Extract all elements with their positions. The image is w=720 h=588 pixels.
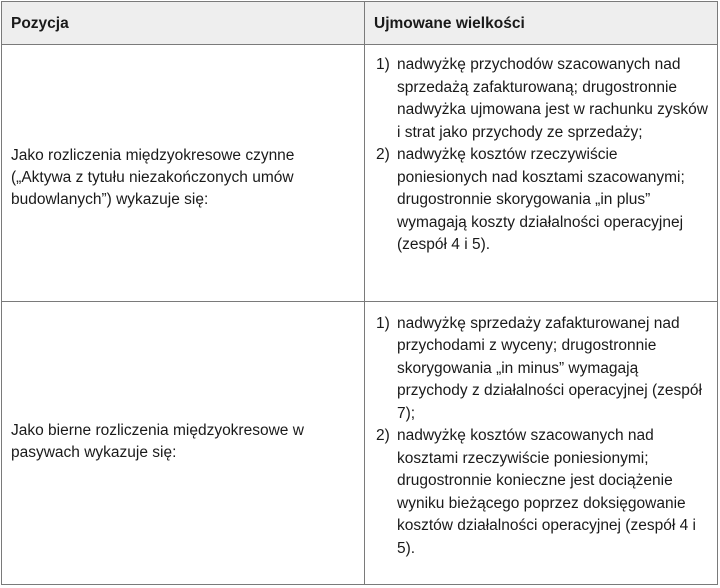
header-position: Pozycja xyxy=(2,2,365,45)
list-number: 1) xyxy=(376,56,390,74)
list-text: nadwyżkę sprzedaży zafakturowanej nad przychodami z wyceny; drugostronnie skorygowania „in minus” wymagają przychody z działalności operacyjnej (zespół 7); xyxy=(397,314,702,422)
list-number: 1) xyxy=(376,314,390,332)
table-row xyxy=(2,301,718,585)
list-text: nadwyżkę kosztów rzeczywiście poniesionych nad kosztami szacowanymi; drugostronnie skorygowania „in plus” wymagają koszty działalności operacyjnej (zespół 4 i 5). xyxy=(397,146,685,254)
values-cell xyxy=(365,45,718,301)
accruals-table xyxy=(1,1,718,585)
table-header-row xyxy=(2,2,718,45)
list-text: nadwyżkę przychodów szacowanych nad sprzedażą zafakturowaną; drugostronnie nadwyżka ujmowana jest w rachunku zysków i strat jako przychody ze sprzedaży; xyxy=(397,56,708,141)
list-number: 2) xyxy=(376,427,390,444)
values-list xyxy=(376,54,711,257)
list-text: nadwyżkę kosztów szacowanych nad kosztami rzeczywiście poniesionymi; drugostronnie konieczne jest dociążenie wyniku bieżącego poprzez doksięgowanie kosztów działalności operacyjnej (zespół 4 i 5). xyxy=(397,427,696,557)
list-item xyxy=(376,54,711,144)
table-row xyxy=(2,45,718,301)
position-cell: Jako rozliczenia międzyokresowe czynne („Aktywa z tytułu niezakończonych umów budowlanych”) wykazuje się: xyxy=(2,45,365,301)
list-item xyxy=(376,425,711,560)
list-item xyxy=(376,144,711,257)
list-item xyxy=(376,313,711,426)
position-cell: Jako bierne rozliczenia międzyokresowe w pasywach wykazuje się: xyxy=(2,301,365,585)
values-cell xyxy=(365,301,718,585)
header-recognized-amounts: Ujmowane wielkości xyxy=(365,2,718,45)
list-number: 2) xyxy=(376,146,390,164)
values-list xyxy=(376,313,711,561)
